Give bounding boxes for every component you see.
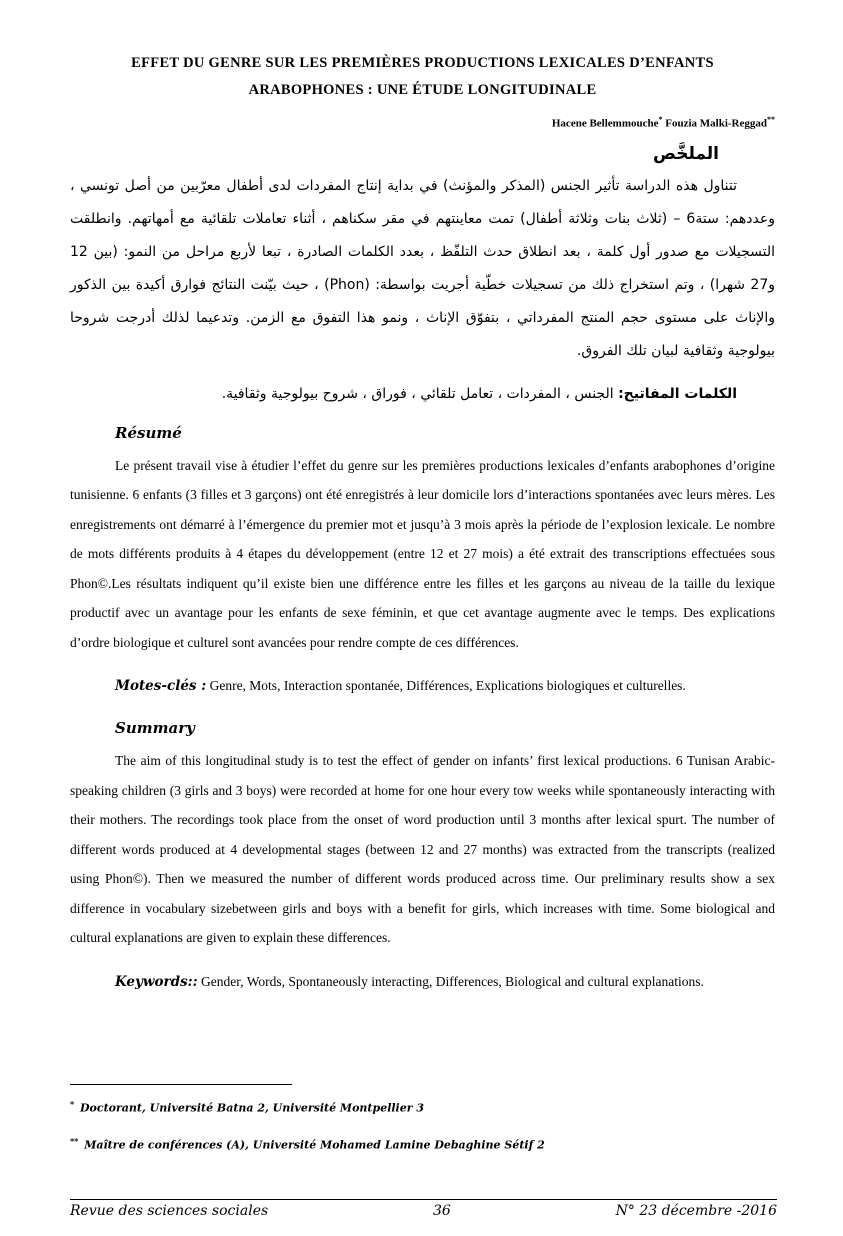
arabic-keywords-line bbox=[70, 382, 775, 406]
footnote-1-marker: * bbox=[70, 1099, 75, 1109]
footnote-2 bbox=[70, 1128, 775, 1159]
english-keywords-text: Gender, Words, Spontaneously interacting, Differences, Biological and cultural explanations. bbox=[197, 973, 704, 989]
page-title bbox=[70, 50, 775, 104]
footnote-2-text: Maître de conférences (A), Université Mohamed Lamine Debaghine Sétif 2 bbox=[80, 1138, 545, 1152]
title-line-2: ARABOPHONES : UNE ÉTUDE LONGITUDINALE bbox=[248, 82, 597, 98]
footnote-1 bbox=[70, 1091, 775, 1122]
author-1-affiliation-mark: * bbox=[658, 115, 663, 124]
resume-text: Le présent travail vise à étudier l’effet du genre sur les premières productions lexicales d’enfants arabophones d’origine tunisienne. 6 enfants (3 filles et 3 garçons) ont été enregistrés à leur domicile lors d’interactions spontanées avec leurs mères. Les enregistrements ont démarré à l’émergence du premier mot et jusqu’à 3 mois après la période de l’explosion lexicale. Le nombre de mots différents produits à 4 étapes du développement (entre 12 et 27 mois) a été extrait des transcriptions effectuées sous Phon©.Les résultats indiquent qu’il existe bien une différence entre les filles et les garçons au niveau de la taille du lexique productif avec un avantage pour les enfants de sexe féminin, et que cet avantage augmente avec le temps. Des explications d’ordre biologique et culturel sont avancées pour rendre compte de ces différences. bbox=[70, 457, 775, 650]
footer-page-number: 36 bbox=[432, 1203, 451, 1219]
french-keywords-label: Motes-clés : bbox=[115, 678, 207, 695]
footnotes-block bbox=[70, 1084, 775, 1158]
footnote-separator bbox=[70, 1084, 292, 1085]
arabic-keywords-label: الكلمات المفاتيح: bbox=[618, 385, 737, 402]
footer-issue: N° 23 décembre -2016 bbox=[615, 1203, 777, 1219]
author-2: Fouzia Malki-Reggad bbox=[662, 117, 767, 130]
footnote-1-text: Doctorant, Université Batna 2, Université Montpellier 3 bbox=[76, 1101, 425, 1115]
french-keywords-line bbox=[70, 671, 775, 701]
title-line-1: EFFET DU GENRE SUR LES PREMIÈRES PRODUCTIONS LEXICALES D’ENFANTS bbox=[131, 55, 714, 71]
arabic-abstract-heading: الملخَّص bbox=[653, 143, 719, 164]
english-keywords-line bbox=[70, 967, 775, 997]
authors-line bbox=[70, 115, 775, 130]
arabic-abstract-text: تتناول هذه الدراسة تأثير الجنس (المذكر والمؤنث) في بداية إنتاج المفردات لدى أطفال معرّبين من أصل تونسي ، وعددهم: ستة6 – (ثلاث بنات وثلاثة أطفال) تمت معاينتهم في مقر سكناهم ، أثناء تعاملات تلقائية مع أمهاتهم. وانطلقت التسجيلات مع صدور أول كلمة ، بعد انطلاق حدث التلفّظ ، بعدد الكلمات الصادرة ، تبعا لأربع مراحل من النمو: (بين 12 و27 شهرا) ، وتم استخراج ذلك من تسجيلات خطّية أجريت بواسطة: (Phon) ، حيث بيّنت النتائج فوارق أكيدة بين الذكور والإناث على مستوى حجم المنتج المفرداتي ، بتفوّق الإناث ، ونمو هذا التفوق مع الزمن. وتدعيما لذلك أدرجت شروحا بيولوجية وثقافية لبيان تلك الفروق. bbox=[70, 177, 775, 359]
french-keywords-text: Genre, Mots, Interaction spontanée, Différences, Explications biologiques et culturelles. bbox=[206, 678, 686, 694]
summary-text: The aim of this longitudinal study is to test the effect of gender on infants’ first lexical productions. 6 Tunisan Arabic-speaking children (3 girls and 3 boys) were recorded at home for one hour every tow weeks while spontaneously interacting with their mothers. The recordings took place from the onset of word production until 3 months after lexical spurt. The number of different words produced at 4 developmental stages (between 12 and 27 months) was extracted from the transcripts (realized using Phon©). Then we measured the number of different words produced across time. Our preliminary results show a sex difference in vocabulary sizebetween girls and boys with a benefit for girls, which increases with time. Some biological and cultural explanations are given to explain these differences. bbox=[70, 753, 775, 946]
footer-journal-name: Revue des sciences sociales bbox=[70, 1203, 269, 1219]
arabic-keywords-text: الجنس ، المفردات ، تعامل تلقائي ، فوراق ، شروح بيولوجية وثقافية. bbox=[221, 385, 619, 402]
summary-heading: Summary bbox=[115, 719, 195, 738]
page-footer bbox=[70, 1199, 777, 1219]
english-keywords-label: Keywords:: bbox=[115, 973, 198, 990]
author-1: Hacene Bellemmouche bbox=[551, 117, 659, 130]
resume-heading: Résumé bbox=[115, 423, 182, 442]
author-2-affiliation-mark: ** bbox=[767, 115, 775, 124]
footnote-2-marker: ** bbox=[70, 1135, 79, 1146]
